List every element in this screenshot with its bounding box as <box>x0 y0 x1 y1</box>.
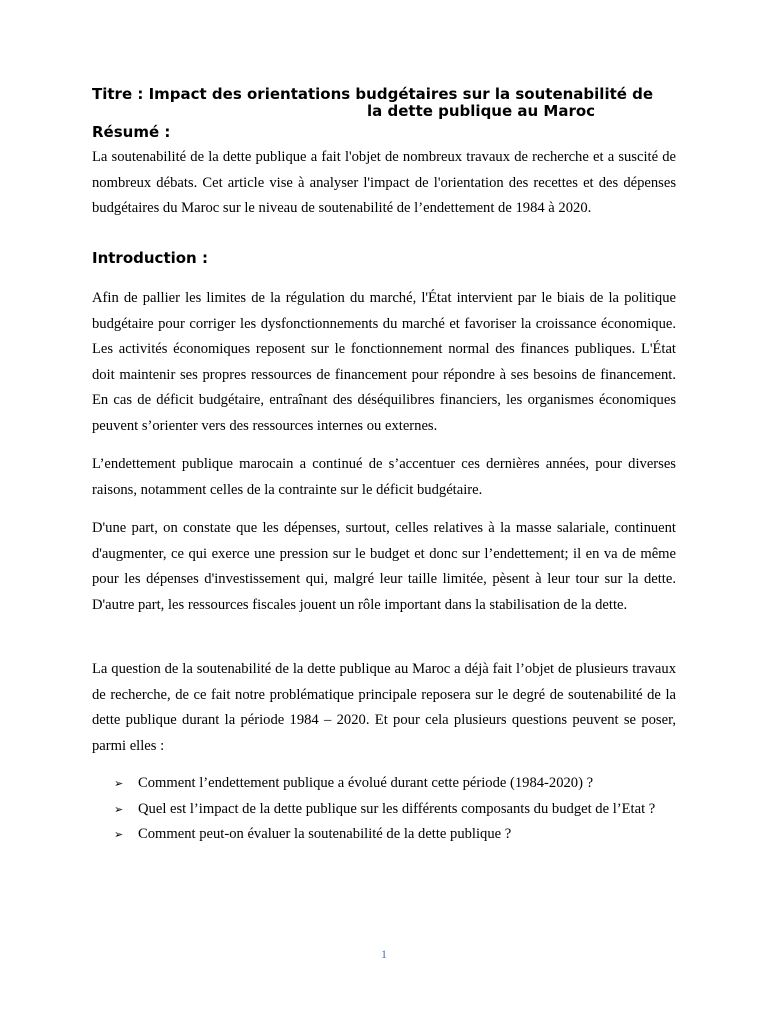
arrow-bullet-icon: ➢ <box>114 777 124 790</box>
list-item-text: Quel est l’impact de la dette publique sur les différents composants du budget de l’Etat ? <box>138 800 656 817</box>
resume-heading: Résumé : <box>92 123 171 141</box>
intro-paragraph-1: Afin de pallier les limites de la régulation du marché, l'État intervient par le biais de la politique budgétaire pour corriger les dysfonctionnements du marché et favoriser la croissance économique. Les activités économiques reposent sur le fonctionnement normal des finances publiques. L'État doit maintenir ses propres ressources de financement pour répondre à ses besoins de financement. En cas de déficit budgétaire, entraînant des déséquilibres financiers, les organismes économiques peuvent s’orienter vers des ressources internes ou externes. <box>92 290 676 434</box>
intro-paragraph-3: D'une part, on constate que les dépenses, surtout, celles relatives à la masse salariale, continuent d'augmenter, ce qui exerce une pression sur le budget et donc sur l’endettement; il en va de même pour les dépenses d'investissement qui, malgré leur taille limitée, pèsent à leur tour sur la dette. D'autre part, les ressources fiscales jouent un rôle important dans la stabilisation de la dette. <box>92 520 676 613</box>
resume-paragraph: La soutenabilité de la dette publique a fait l'objet de nombreux travaux de recherche et a suscité de nombreux débats. Cet article vise à analyser l'impact de l'orientation des recettes et des dépenses budgétaires du Maroc sur le niveau de soutenabilité de l’endettement de 1984 à 2020. <box>92 149 676 216</box>
list-item <box>114 797 676 823</box>
document-title <box>92 86 682 120</box>
title-line-2: la dette publique au Maroc <box>367 102 596 120</box>
list-item-text: Comment peut-on évaluer la soutenabilité de la dette publique ? <box>138 826 512 842</box>
arrow-bullet-icon: ➢ <box>114 828 124 841</box>
intro-paragraph-4: La question de la soutenabilité de la dette publique au Maroc a déjà fait l’objet de plusieurs travaux de recherche, de ce fait notre problématique principale reposera sur le degré de soutenabilité de la dette publique durant la période 1984 – 2020. Et pour cela plusieurs questions peuvent se poser, parmi elles : <box>92 661 676 754</box>
page-number: 1 <box>381 947 387 961</box>
introduction-heading: Introduction : <box>92 249 208 267</box>
arrow-bullet-icon: ➢ <box>114 802 124 816</box>
intro-paragraph-2: L’endettement publique marocain a continué de s’accentuer ces dernières années, pour diverses raisons, notamment celles de la contrainte sur le déficit budgétaire. <box>92 456 676 498</box>
question-list <box>114 771 676 848</box>
list-item-text: Comment l’endettement publique a évolué durant cette période (1984-2020) ? <box>138 775 594 791</box>
title-text-line-1: Impact des orientations budgétaires sur la soutenabilité de <box>148 85 654 103</box>
title-line-1 <box>92 86 682 103</box>
title-prefix: Titre : <box>92 85 144 103</box>
list-item <box>114 822 676 848</box>
list-item <box>114 771 676 797</box>
